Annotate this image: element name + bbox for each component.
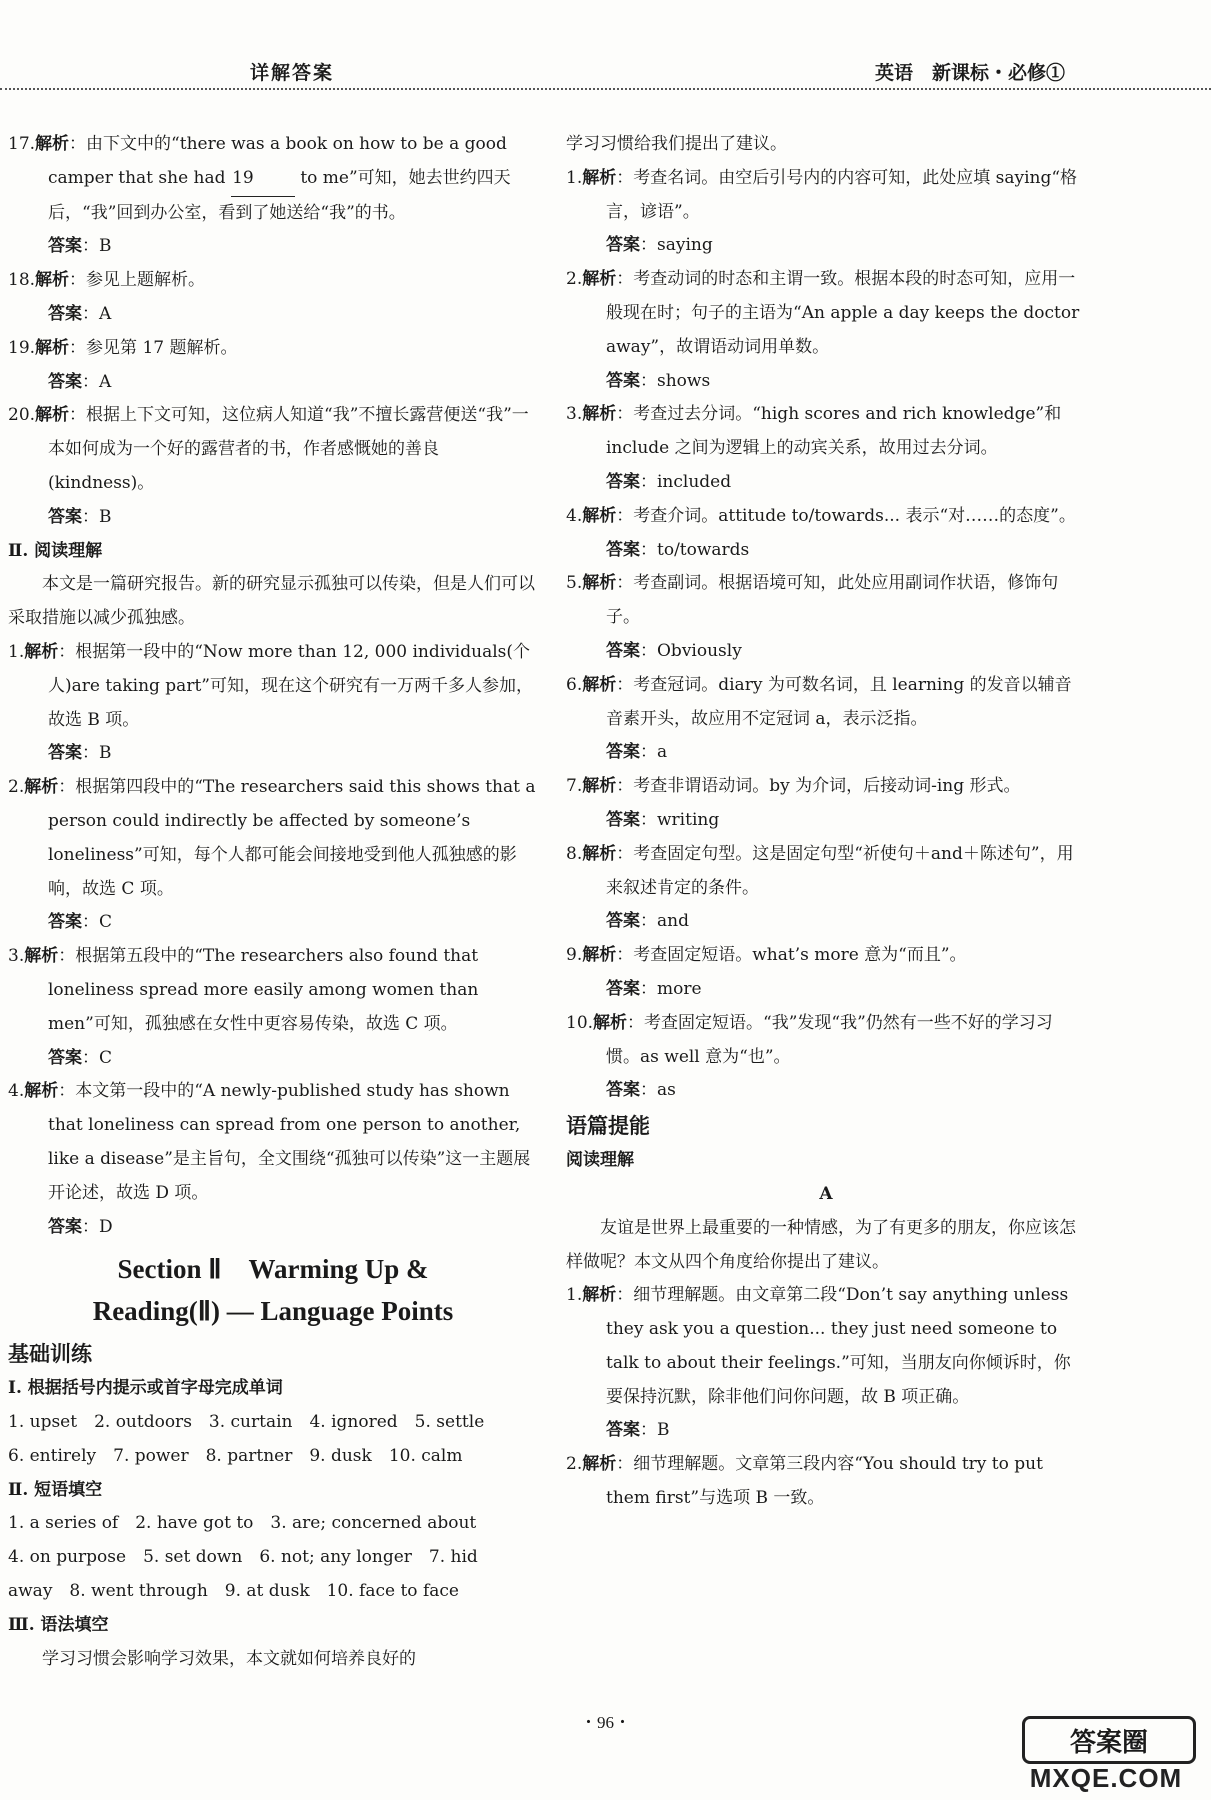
passage-a-explanation-2: 2.解析：细节理解题。文章第三段内容“You should try to put them first”与选项 B 一致。 [566,1454,1043,1509]
phrase-answers-line2: 4. on purpose 5. set down 6. not; any longer 7. hid [8,1547,478,1568]
reading-answer-4: 答案：D [48,1216,113,1237]
answer-17: 答案：B [48,236,112,257]
grammar-intro-cont: 学习习惯给我们提出了建议。 [566,134,787,154]
grammar-answer-1: 答案：saying [606,235,713,256]
reading-intro: 本文是一篇研究报告。新的研究显示孤独可以传染，但是人们可以采取措施以减少孤独感。 [8,574,535,629]
header-title-right: 英语 新课标・必修① [875,62,1066,84]
grammar-intro: 学习习惯会影响学习效果，本文就如何培养良好的 [42,1648,416,1669]
grammar-section-title: Ⅲ. 语法填空 [8,1614,109,1635]
vocab-answers-line2: 6. entirely 7. power 8. partner 9. dusk 10. calm [8,1445,463,1466]
fill-blank: 19 [231,162,295,197]
header-title-left: 详解答案 [250,62,335,84]
page-header [0,0,1211,90]
grammar-explanation-3: 3.解析：考查过去分词。“high scores and rich knowledge”和 include 之间为逻辑上的动宾关系，故用过去分词。 [566,404,1062,459]
vocab-section-title: Ⅰ. 根据括号内提示或首字母完成单词 [8,1378,283,1399]
explanation-19: 19.解析：参见第 17 题解析。 [8,337,238,358]
watermark-logo [1008,1716,1204,1794]
left-column [8,128,538,1676]
explanation-17: 17.解析：由下文中的“there was a book on how to be a good camper that she had 19 to me”可知，她去世约四天后，“我”回到办公室，看到了她送给“我”的书。 [8,134,511,223]
grammar-answer-7: 答案：writing [606,809,720,830]
grammar-explanation-7: 7.解析：考查非谓语动词。by 为介词，后接动词-ing 形式。 [566,776,1021,797]
answer-19: 答案：A [48,371,112,392]
passage-label-a: A [819,1183,833,1204]
explanation-20: 20.解析：根据上下文可知，这位病人知道“我”不擅长露营便送“我”一本如何成为一个好的露营者的书，作者感慨她的善良(kindness)。 [8,405,529,493]
reading-answer-1: 答案：B [48,743,112,764]
watermark-logo-mark: 答案圈 [1022,1716,1196,1764]
passage-a-explanation-1: 1.解析：细节理解题。由文章第二段“Don’t say anything unless they ask you a question... they just need someone to talk to about their feelings.”可知，当朋友向你倾诉时，你要保持沉默，除非他们问你问题，故 B 项正确。 [566,1285,1071,1407]
watermark-site: MXQE.COM [1029,1763,1183,1793]
grammar-explanation-2: 2.解析：考查动词的时态和主谓一致。根据本段的时态可知，应用一般现在时；句子的主语为“An apple a day keeps the doctor away”，故谓语动词用单数。 [566,269,1080,357]
grammar-explanation-10: 10.解析：考查固定短语。“我”发现“我”仍然有一些不好的学习习惯。as well 意为“也”。 [566,1012,1053,1067]
reading-answer-2: 答案：C [48,912,113,933]
reading-answer-3: 答案：C [48,1047,113,1068]
grammar-answer-4: 答案：to/towards [606,539,750,560]
phrase-answers-line3: away 8. went through 9. at dusk 10. face to face [8,1581,459,1602]
explanation-18: 18.解析：参见上题解析。 [8,270,206,291]
grammar-answer-9: 答案：more [606,978,702,999]
phrase-answers-line1: 1. a series of 2. have got to 3. are; concerned about [8,1513,477,1534]
grammar-explanation-8: 8.解析：考查固定句型。这是固定句型“祈使句＋and＋陈述句”，用来叙述肯定的条件。 [566,843,1074,898]
answer-20: 答案：B [48,506,112,527]
section-reading-title: Ⅱ. 阅读理解 [8,540,103,561]
grammar-answer-2: 答案：shows [606,370,711,391]
reading-explanation-1: 1.解析：根据第一段中的“Now more than 12, 000 individuals(个人)are taking part”可知，现在这个研究有一万两千多人参加，故选 B 项。 [8,641,533,730]
passage-a-answer-1: 答案：B [606,1420,670,1441]
page-number: ・96・ [580,1713,631,1732]
reading-explanation-2: 2.解析：根据第四段中的“The researchers said this shows that a person could indirectly be affected by someone’s loneliness”可知，每个人都可能会间接地受到他人孤独感的影响，故选 C 项。 [8,777,536,899]
grammar-explanation-5: 5.解析：考查副词。根据语境可知，此处应用副词作状语，修饰句子。 [566,573,1059,628]
grammar-answer-10: 答案：as [606,1080,676,1101]
section-title-line1: Section Ⅱ Warming Up & [117,1254,429,1285]
reading-explanation-4: 4.解析：本文第一段中的“A newly-published study has shown that loneliness can spread from one person to another, like a disease”是主旨句，全文围绕“孤独可以传染”这一主题展开论述，故选 D 项。 [8,1081,531,1203]
vocab-answers-line1: 1. upset 2. outdoors 3. curtain 4. ignored 5. settle [8,1412,485,1433]
grammar-explanation-1: 1.解析：考查名词。由空后引号内的内容可知，此处应填 saying“格言，谚语”。 [566,167,1078,222]
reading-comprehension-heading: 阅读理解 [566,1150,634,1171]
phrase-section-title: Ⅱ. 短语填空 [8,1479,103,1500]
grammar-answer-3: 答案：included [606,471,732,492]
reading-explanation-3: 3.解析：根据第五段中的“The researchers also found that loneliness spread more easily among women than men”可知，孤独感在女性中更容易传染，故选 C 项。 [8,946,479,1034]
answer-18: 答案：A [48,303,112,324]
passage-skills-heading: 语篇提能 [566,1113,650,1139]
section-title [8,1248,538,1332]
grammar-answer-6: 答案：a [606,742,668,763]
grammar-answer-5: 答案：Obviously [606,640,742,661]
grammar-answer-8: 答案：and [606,911,689,932]
basic-training-heading: 基础训练 [8,1341,92,1367]
passage-a-intro: 友谊是世界上最重要的一种情感，为了有更多的朋友，你应该怎样做呢？本文从四个角度给你提出了建议。 [566,1217,1076,1272]
grammar-explanation-9: 9.解析：考查固定短语。what’s more 意为“而且”。 [566,945,967,966]
section-title-line2: Reading(Ⅱ) — Language Points [92,1296,454,1327]
right-column [566,128,1086,1516]
grammar-explanation-4: 4.解析：考查介词。attitude to/towards... 表示“对……的态度”。 [566,505,1076,526]
header-divider [0,88,1211,90]
grammar-explanation-6: 6.解析：考查冠词。diary 为可数名词，且 learning 的发音以辅音音素开头，故应用不定冠词 a，表示泛指。 [566,674,1072,729]
